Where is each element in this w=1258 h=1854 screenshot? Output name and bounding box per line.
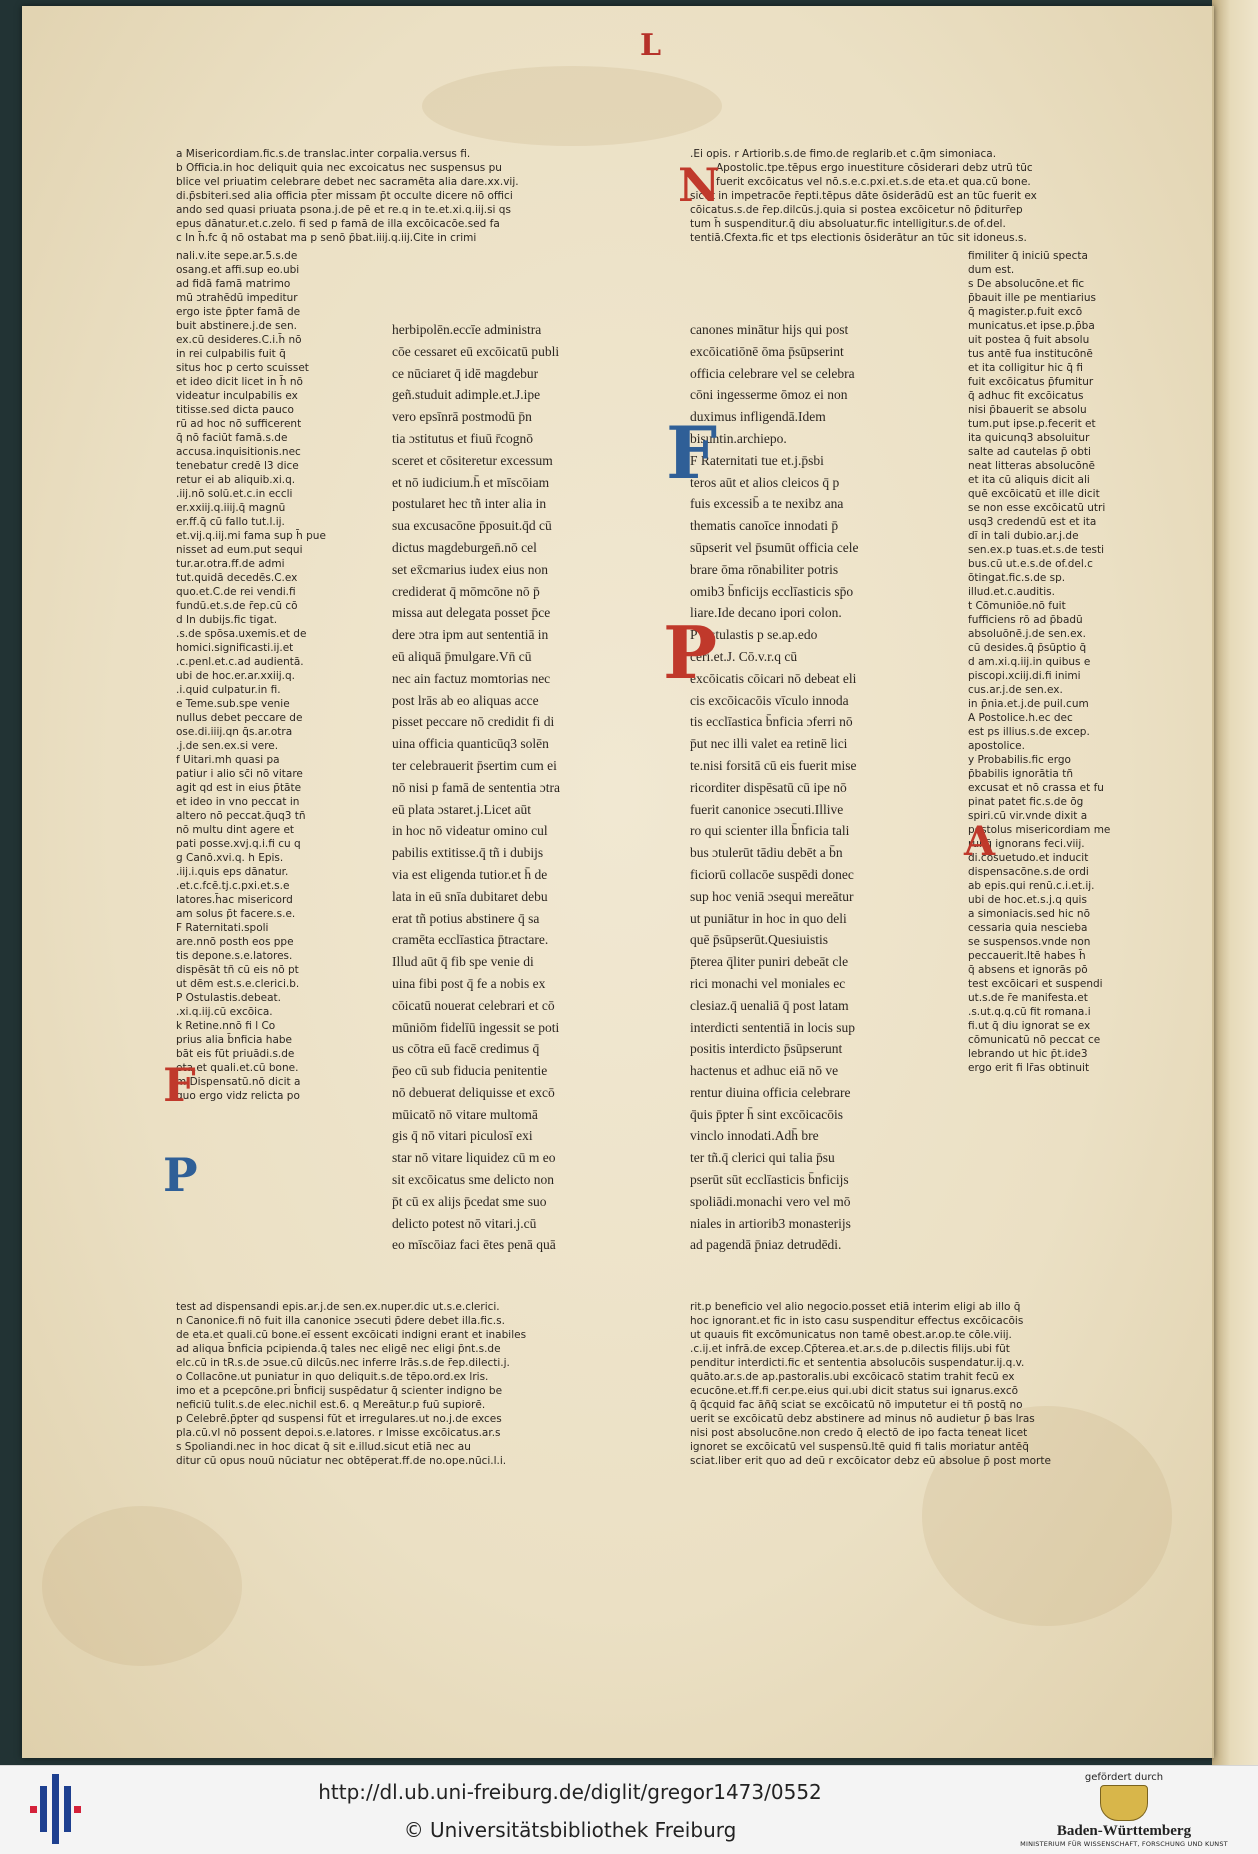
gloss-line: b Officia.in hoc deliquit quia nec excoicatus nec suspensus pu [176,162,502,174]
text-line: pabilis extitisse.q̄ tñ i dubijs [392,845,544,861]
text-line: ab epis.qui renū.c.i.et.ij. [968,880,1095,892]
text-line: tus antē fua institucōnē [968,348,1093,360]
text-line: d In dubijs.fic tigat. [176,614,278,626]
text-line: q̄ adhuc fit excōicatus [968,390,1084,402]
gloss-line: uerit se excōicatū debz abstinere ad minus nō audietur p̄ bas lras [690,1413,1035,1425]
text-line: cis excōicacōis vīculo innoda [690,692,849,708]
text-line: bāt eis fūt priuādi.s.de [176,1048,295,1060]
text-line: et.vij.q.iij.mi fama sup h̄ pue [176,530,326,542]
text-line: piscopi.xciij.di.fi inimi [968,670,1081,682]
text-line: sen.ex.p tuas.et.s.de testi [968,544,1105,556]
folio-number: L [640,28,660,63]
text-line: q̄ nō faciūt famā.s.de [176,432,288,444]
text-line: dī in tali dubio.ar.j.de [968,530,1079,542]
text-line: eo mīscōiaz faci ētes penā quā [392,1237,556,1253]
text-line: cōicatū nouerat celebrari et cō [392,997,555,1013]
text-line: accusa.inquisitionis.nec [176,446,301,458]
gloss-line: test ad dispensandi epis.ar.j.de sen.ex.nuper.dic ut.s.e.clerici. [176,1301,500,1313]
text-line: ex.cū desideres.C.i.h̄ nō [176,334,302,346]
text-line: f Uitari.mh quasi pa [176,754,280,766]
text-line: p̄terea q̄liter puniri debeāt cle [690,954,849,970]
gloss-line: de eta.et quali.cū bone.eī essent excōicati indigni erant et inabiles [176,1329,527,1341]
text-line: et ideo in vno peccat in [176,796,300,808]
gloss-line: .Ei opis. r Artiorib.s.de fimo.de reglarib.et c.q̄m simoniaca. [690,148,997,160]
text-line: ad fidā famā matrimo [176,278,291,290]
text-line: et ita colligitur hic q̄ fi [968,362,1083,374]
gloss-right-column [968,249,1140,1279]
text-line: pati posse.xvj.q.i.fi cu q [176,838,301,850]
text-line: vero epsīnrā postmodū p̄n [392,409,532,425]
gloss-line: sicut in impetracōe r̄epti.tēpus dāte ōsiderādū est an tūc fuerit ex [690,190,1037,202]
text-line: A Postolice.h.ec dec [968,712,1073,724]
text-line: are.nnō posth eos ppe [176,936,294,948]
text-line: star nō vitare liquidez cū m eo [392,1150,556,1166]
rubric-initial: A [964,818,996,865]
text-line: tenebatur credē l3 dice [176,460,299,472]
text-line: lebrando ut hic p̄t.ide3 [968,1048,1088,1060]
text-line: uina fibi post q̄ fe a nobis ex [392,975,546,991]
gloss-line: quāto.ar.s.de ap.pastoralis.ubi excōicacō statim trahit fecū ex [690,1371,1015,1383]
text-line: agit qd est in eius p̄tāte [176,782,302,794]
baden-wuerttemberg-crest-icon [1100,1785,1148,1821]
text-line: illud.et.c.auditis. [968,586,1055,598]
text-line: ut.s.de r̄e manifesta.et [968,992,1088,1004]
text-line: patiur i alio sc̄i nō vitare [176,768,303,780]
text-line: niales in artiorib3 monasterijs [690,1215,851,1231]
text-line: ergo iste p̄pter famā de [176,306,301,318]
text-line: fimiliter q̄ iniciū specta [968,250,1088,262]
text-line: .iij.i.quis eps dānatur. [176,866,289,878]
text-line: officia celebrare vel se celebra [690,365,855,381]
text-line: e Teme.sub.spe venie [176,698,290,710]
text-line: nali.v.ite sepe.ar.5.s.de [176,250,298,262]
text-line: ter celebrauerit p̄sertim cum ei [392,757,557,773]
text-line: et nō iudicium.h̄ et mīscōiam [392,474,550,490]
text-line: m Dispensatū.nō dicit a [176,1076,301,1088]
text-line: .et.c.fcē.tj.c.pxi.et.s.e [176,880,290,892]
text-line: in rei culpabilis fuit q̄ [176,348,286,360]
text-line: cū desides.q̄ p̄sūptio q̄ [968,642,1087,654]
gloss-line: nisi post absolucōne.non credo q̄ electō de ipo facta teneat licet [690,1427,1028,1439]
gloss-line: c In h̄.fc q̄ nō ostabat ma p senō p̄bat.iiij.q.iij.Cite in crimi [176,232,477,244]
text-line: quo ergo vidz relicta po [176,1090,300,1102]
text-line: crediderat q̄ mōmcōne nō p̄ [392,583,540,599]
text-line: erat tñ potius abstinere q̄ sa [392,910,540,926]
gloss-top-left [176,147,626,247]
text-line: k Retine.nnō fi l Co [176,1020,276,1032]
gloss-line: o Collacōne.ut puniatur in quo deliquit.s.de tēpo.ord.ex lris. [176,1371,489,1383]
text-line: ōtingat.fic.s.de sp. [968,572,1066,584]
gloss-line: sciat.liber erit quo ad deū r excōicator debz eū absolue p̄ post morte [690,1455,1051,1467]
text-line: se non esse excōicatū utri [968,502,1106,514]
text-line: q̄ absens et ignorās pō [968,964,1088,976]
text-line: vinclo innodati.Adh̄ bre [690,1128,819,1144]
text-line: duximus infligendā.Idem [690,409,826,425]
text-line: apostolice. [968,740,1025,752]
text-line: te.nisi forsitā cū eis fuerit mise [690,757,857,773]
text-line: tur.ar.otra.ff.de admi [176,558,285,570]
text-line: liare.Ide decano ipori colon. [690,605,842,621]
text-line: usq3 credendū est et ita [968,516,1097,528]
text-line: .s.ut.q.q.cū fit romana.i [968,1006,1091,1018]
ub-freiburg-logo-icon [30,1774,82,1844]
gloss-line: pla.cū.vl nō possent depoi.s.e.latores. r lmisse excōicatus.ar.s [176,1427,501,1439]
text-line: spiri.cū vir.vnde dixit a [968,810,1088,822]
text-line: sit excōicatus sme delicto non [392,1172,554,1188]
text-line: ro qui scienter illa b̄nficia tali [690,823,850,839]
text-line: sceret et cōsiteretur excessum [392,452,553,468]
text-line: ficiorū collacōe suspēdi donec [690,866,854,882]
text-line: spoliādi.monachi vero vel mō [690,1193,851,1209]
text-column-right [690,319,936,1264]
gloss-line: tum h̄ suspenditur.q̄ diu absoluatur.fic intelligitur.s.de of.del. [690,218,1006,230]
text-line: quē excōicatū et ille dicit [968,488,1100,500]
text-line: ut dēm est.s.e.clerici.b. [176,978,300,990]
text-line: osang.et affi.sup eo.ubi [176,264,300,276]
text-line: nec ain factuz momtorias nec [392,670,551,686]
text-line: cus.ar.j.de sen.ex. [968,684,1063,696]
gloss-line: blice vel priuatim celebrare debet nec sacramēta alia dare.xx.vij. [176,176,519,188]
text-line: mūniōm fidelīū ingessit se poti [392,1019,560,1035]
text-line: fuit excōicatus p̄fumitur [968,376,1094,388]
text-line: buit abstinere.j.de sen. [176,320,297,332]
text-line: bisuntin.archiepo. [690,430,787,446]
gloss-line: ditur cū opus nouū nūciatur nec obtēperat.ff.de no.ope.nūci.l.i. [176,1455,507,1467]
text-line: postolus misericordiam me [968,824,1111,836]
text-line: cōni ingesserme ōmoz ei non [690,387,848,403]
text-line: tis depone.s.e.latores. [176,950,293,962]
text-line: salte ad cautelas p̄ obti [968,446,1091,458]
text-line: fufficiens rō ad p̄badū [968,614,1083,626]
text-line: set ex̄cmarius iudex eius non [392,561,548,577]
text-line: situs hoc p certo scuisset [176,362,309,374]
text-line: tis ecclīastica b̄nficia ɔferri nō [690,714,853,730]
text-line: ose.di.iiij.qn q̄s.ar.otra [176,726,293,738]
text-line: nō nisi p famā de sententia ɔtra [392,779,560,795]
text-line: ce nūciaret q̄ idē magdebur [392,365,539,381]
adjacent-page-edge [1212,0,1258,1765]
gloss-bottom-right [690,1300,1140,1480]
gloss-line: ignoret se excōicatū vel suspensū.Itē quid fi talis moriatur antēq̄ [690,1441,1029,1453]
text-line: gis q̄ nō vitari piculosī exi [392,1128,533,1144]
gloss-line: cōicatus.s.de r̄ep.dilcūs.j.quia si postea excōicetur nō p̄diturr̄ep [690,204,1023,216]
text-line: eū aliquā p̄mulgare.Vn̄ cū [392,648,532,664]
viewer-footer [0,1765,1258,1854]
text-line: rici monachi vel moniales ec [690,975,846,991]
rubric-initial: F [666,410,718,495]
text-line: us cōtra eū facē credimus q̄ [392,1041,540,1057]
rubric-initial: N [678,158,721,212]
text-line: positis interdicto p̄sūpserunt [690,1041,843,1057]
gloss-line: Apostolic.tpe.tēpus ergo inuestiture cōsiderari debz utrū tūc [716,162,1033,174]
gloss-line: .c.ij.et infrā.de excep.Cp̄terea.et.ar.s.de p.dilectis filijs.ubi fūt [690,1343,1010,1355]
text-line: d am.xi.q.iij.in quibus e [968,656,1091,668]
text-line: ubi de hoc.et.s.j.q quis [968,894,1087,906]
text-line: p̄t cū ex alijs p̄cedat sme suo [392,1193,547,1209]
permalink-url[interactable]: http://dl.ub.uni-freiburg.de/diglit/gregor1473/0552 [318,1780,822,1804]
text-line: cramēta ecclīastica p̄tractare. [392,932,549,948]
text-line: lata in eū snīa dubitaret debu [392,888,548,904]
text-line: pserūt sūt ecclīasticis b̄nficijs [690,1172,849,1188]
text-line: dictus magdeburgen̄.nō cel [392,539,537,555]
gloss-line: neficiū tulit.s.de elec.nichil est.6. q Mereātur.p fuū supiorē. [176,1399,486,1411]
text-line: municatus.et ipse.p.p̄ba [968,320,1095,332]
gloss-line: di.p̄sbiteri.sed alia officia pt̄er missam p̄t occulte dicere nō offici [176,190,513,202]
text-line: videatur inculpabilis ex [176,390,298,402]
text-line: et ideo dicit licet in h̄ nō [176,376,303,388]
text-line: .c.penl.et.c.ad audientā. [176,656,304,668]
text-line: ter tñ.q̄ clerici qui talia p̄su [690,1150,835,1166]
text-line: fi.ut q̄ diu ignorat se ex [968,1020,1091,1032]
text-line: latores.h̄ac misericord [176,894,293,906]
text-line: clesiaz.q̄ uenaliā q̄ post latam [690,997,849,1013]
text-line: ita quicunq3 absoluitur [968,432,1090,444]
text-line: test excōicari et suspendi [968,978,1103,990]
text-line: bus.cū ut.e.s.de of.del.c [968,558,1093,570]
gloss-line: tentiā.Cfexta.fic et tps electionis ōsiderātur an tūc sit idoneus.s. [690,232,1027,244]
text-line: se suspensos.vnde non [968,936,1091,948]
gloss-line: rit.p beneficio vel alio negocio.posset etiā interim eligi ab illo q̄ [690,1301,1021,1313]
text-line: P Ostulastis.debeat. [176,992,281,1004]
text-line: dispensacōne.s.de ordi [968,866,1089,878]
text-line: pisset peccare nō credidit fi di [392,714,555,730]
gloss-line: ad aliqua b̄nficia pcipienda.q̄ tales nec eligē nec eligi p̄nt.s.de [176,1343,501,1355]
text-line: et ita cū aliquis dicit ali [968,474,1090,486]
text-line: fuis excessib̄ a te nexibz ana [690,496,844,512]
gloss-line: imo et a pcepcōne.pri b̄nficij suspēdatur q̄ scienter indigno be [176,1385,503,1397]
text-line: P Ostulastis p se.ap.edo [690,627,818,643]
text-line: fuerit canonice ɔsecuti.Illive [690,801,844,817]
text-line: fundū.et.s.de r̄ep.cū cō [176,600,298,612]
text-line: p̄babilis ignorātia tñ [968,768,1073,780]
text-line: dere ɔtra ipm aut sententiā in [392,627,549,643]
text-line: nisi p̄bauerit se absolu [968,404,1087,416]
text-line: ergo erit fi lr̄as obtinuit [968,1062,1090,1074]
text-line: geñ.studuit adimple.et.J.ipe [392,387,541,403]
text-line: q̄uis p̄pter h̄ sint excōicacōis [690,1106,843,1122]
gloss-line: s Spoliandi.nec in hoc dicat q̄ sit e.illud.sicut etiā nec au [176,1441,471,1453]
gloss-line: ut quauis fit excōmunicatus non tamē obest.ar.op.te cōle.viij. [690,1329,1012,1341]
sponsor-block [1014,1772,1234,1848]
text-line: uit postea q̄ fuit absolu [968,334,1090,346]
text-line: am solus p̄t facere.s.e. [176,908,296,920]
text-line: eta.et quali.et.cū bone. [176,1062,299,1074]
sponsor-name: Baden-Württemberg [1056,1823,1192,1839]
gloss-line: fuerit excōicatus vel nō.s.e.c.pxi.et.s.de eta.et qua.cū bone. [716,176,1031,188]
text-line: bus ɔtulerūt tādiu debēt a b̄n [690,845,843,861]
text-line: excōicatiōnē ōma p̄sūpserint [690,343,844,359]
text-line: F Raternitati.spoli [176,922,269,934]
text-line: neat litteras absolucōnē [968,460,1095,472]
text-line: .s.de spōsa.uxemis.et de [176,628,307,640]
text-line: titisse.sed dicta pauco [176,404,294,416]
text-line: tum.put ipse.p.fecerit et [968,418,1096,430]
text-line: herbipolēn.eccīe administra [392,322,542,337]
text-line: altero nō peccat.q̄uq3 tn̄ [176,810,306,822]
text-line: missa aut delegata posset p̄ce [392,605,551,621]
sponsor-caption: gefördert durch [1084,1772,1164,1783]
text-line: t Cōmuniōe.nō fuit [968,600,1066,612]
text-line: peccauerit.Itē habes h̄ [968,950,1086,962]
text-line: pinat patet fic.s.de ōg [968,796,1084,808]
text-line: cōmunicatū nō peccat ce [968,1034,1101,1046]
text-line: ceri.et.J. Cō.v.r.q cū [690,648,798,664]
text-line: nō debuerat deliquisse et excō [392,1084,555,1100]
text-line: eū plata ɔstaret.j.Licet aūt [392,801,532,817]
text-line: retur ei ab aliquib.xi.q. [176,474,296,486]
gloss-line: p Celebrē.p̄pter qd suspensi fūt et irregulares.ut no.j.de exces [176,1413,502,1425]
text-line: via est eligenda tutior.et h̄ de [392,866,548,882]
text-line: sup hoc veniā ɔsequi mereātur [690,888,854,904]
text-line: mūicatō nō vitare multomā [392,1106,538,1122]
text-line: brare ōma rōnabiliter potris [690,561,839,577]
text-line: s De absolucōne.et fic [968,278,1085,290]
text-line: prius alia b̄nficia habe [176,1034,293,1046]
text-line: cessaria quia nescieba [968,922,1088,934]
gloss-line: epus dānatur.et.c.zelo. fi sed p famā de illa excōicacōe.sed fa [176,218,500,230]
gloss-line: ando sed quasi priuata psona.j.de pē et re.q in te.et.xi.q.iij.si qs [176,204,511,216]
text-line: canones minātur hijs qui post [690,322,849,337]
text-line: .i.quid culpatur.in fi. [176,684,281,696]
text-line: in p̄nia.et.j.de puil.cum [968,698,1089,710]
gloss-line: n Canonice.fi nō fuit illa canonice ɔsecuti p̄dere debet illa.fic.s. [176,1315,505,1327]
text-line: excōicatis cōicari nō debeat eli [690,670,857,686]
text-line: quē p̄sūpserūt.Quesiuistis [690,932,828,948]
text-line: a simoniacis.sed hic nō [968,908,1091,920]
text-line: di.cōsuetudo.et inducit [968,852,1089,864]
text-line: omib3 b̄nficijs ecclīasticis sp̄o [690,583,854,599]
text-line: absoluōnē.j.de sen.ex. [968,628,1086,640]
gloss-line: a Misericordiam.fic.s.de translac.inter corpalia.versus fi. [176,148,471,160]
text-column-left [392,319,638,1264]
text-line: postularet hec tñ inter alia in [392,496,547,512]
sponsor-ministry: MINISTERIUM FÜR WISSENSCHAFT, FORSCHUNG UND KUNST [1020,1840,1228,1848]
text-line: thematis canoīce innodati p̄ [690,518,839,534]
text-line: .xi.q.iij.cū excōica. [176,1006,273,1018]
text-line: p̄eo cū sub fiducia penitentie [392,1063,548,1079]
text-line: mū ɔtrahēdū impeditur [176,292,298,304]
gloss-line: penditur interdicti.fic et sententia absolucōis suspendatur.ij.q.v. [690,1357,1025,1369]
gloss-line: hoc ignorant.et fic in isto casu suspenditur effectus excōicacōis [690,1315,1024,1327]
text-line: teros aūt et alios cleicos q̄ p [690,474,840,490]
text-line: rū ad hoc nō sufficerent [176,418,302,430]
text-line: er.ff.q̄ cū fallo tut.l.ij. [176,516,285,528]
text-line: delicto potest nō vitari.j.cū [392,1215,537,1231]
gloss-bottom-left [176,1300,636,1480]
text-line: ubi de hoc.er.ar.xxiij.q. [176,670,296,682]
text-line: nullus debet peccare de [176,712,303,724]
text-line: quo.et.C.de rei vendi.fi [176,586,296,598]
text-line: tia ɔstitutus et fiuū r̄cognō [392,430,533,446]
gloss-line: ecucōne.et.ff.fi cer.pe.eius qui.ubi dicit status sui ignarus.excō [690,1385,1019,1397]
text-line: hactenus et adhuc eiā nō ve [690,1063,839,1079]
gloss-line: elc.cū in tR.s.de ɔsue.cū dilcūs.nec inferre lrās.s.de r̄ep.dilecti.j. [176,1357,510,1369]
text-line: in hoc nō videatur omino cul [392,823,548,839]
rubric-initial: F [163,1058,196,1112]
copyright-notice: © Universitätsbibliothek Freiburg [403,1818,737,1842]
text-line: ad pagendā p̄niaz detrudēdi. [690,1237,842,1253]
rubric-initial: P [663,610,718,695]
text-line: excusat et nō crassa et fu [968,782,1104,794]
gloss-top-right [690,147,1140,247]
text-line: est ps illius.s.de excep. [968,726,1090,738]
text-line: sua excusacōne p̄posuit.q̄d cū [392,518,552,534]
text-line: g Canō.xvi.q. h Epis. [176,852,284,864]
text-line: dispēsāt tñ cū eis nō pt [176,964,299,976]
text-line: rentur diuina officia celebrare [690,1084,851,1100]
text-line: tut.quidā decedēs.C.ex [176,572,298,584]
text-line: nisset ad eum.put sequi [176,544,303,556]
text-line: q̄ magister.p.fuit excō [968,306,1083,318]
text-line: nō multu dint agere et [176,824,295,836]
text-line: sūpserit vel p̄sumūt officia cele [690,539,859,555]
text-line: cōe cessaret eū excōicatū publi [392,343,560,359]
text-line: dum est. [968,264,1015,276]
text-line: ut puniātur in hoc in quo deli [690,910,847,926]
text-line: Illud aūt q̄ fib spe venie di [392,954,534,970]
text-line: uina officia quanticūq3 solēn [392,736,549,752]
text-line: ricorditer dispēsatū cū ipe nō [690,779,847,795]
text-line: p̄bauit ille pe mentiarius [968,292,1096,304]
text-line: y Probabilis.fic ergo [968,754,1071,766]
text-line: .j.de sen.ex.si vere. [176,740,279,752]
text-line: rui q̄ ignorans feci.viij. [968,838,1085,850]
gloss-line: q̄ q̄cquid fac āñq̄ sciat se excōicatū nō imputetur ei tñ postq̄ no [690,1399,1023,1411]
rubric-initial: P [163,1148,198,1202]
text-line: F Raternitati tue et.j.p̄sbi [690,452,824,468]
text-line: interdicti sententiā in locis sup [690,1019,855,1035]
text-line: er.xxiij.q.iiij.q̄ magnū [176,502,286,514]
text-line: p̄ut nec illi valet ea retinē lici [690,736,848,752]
text-line: homici.significasti.ij.et [176,642,294,654]
text-line: post lrās ab eo aliquas acce [392,692,539,708]
gloss-left-column [176,249,348,1279]
text-line: .iij.nō solū.et.c.in eccli [176,488,293,500]
